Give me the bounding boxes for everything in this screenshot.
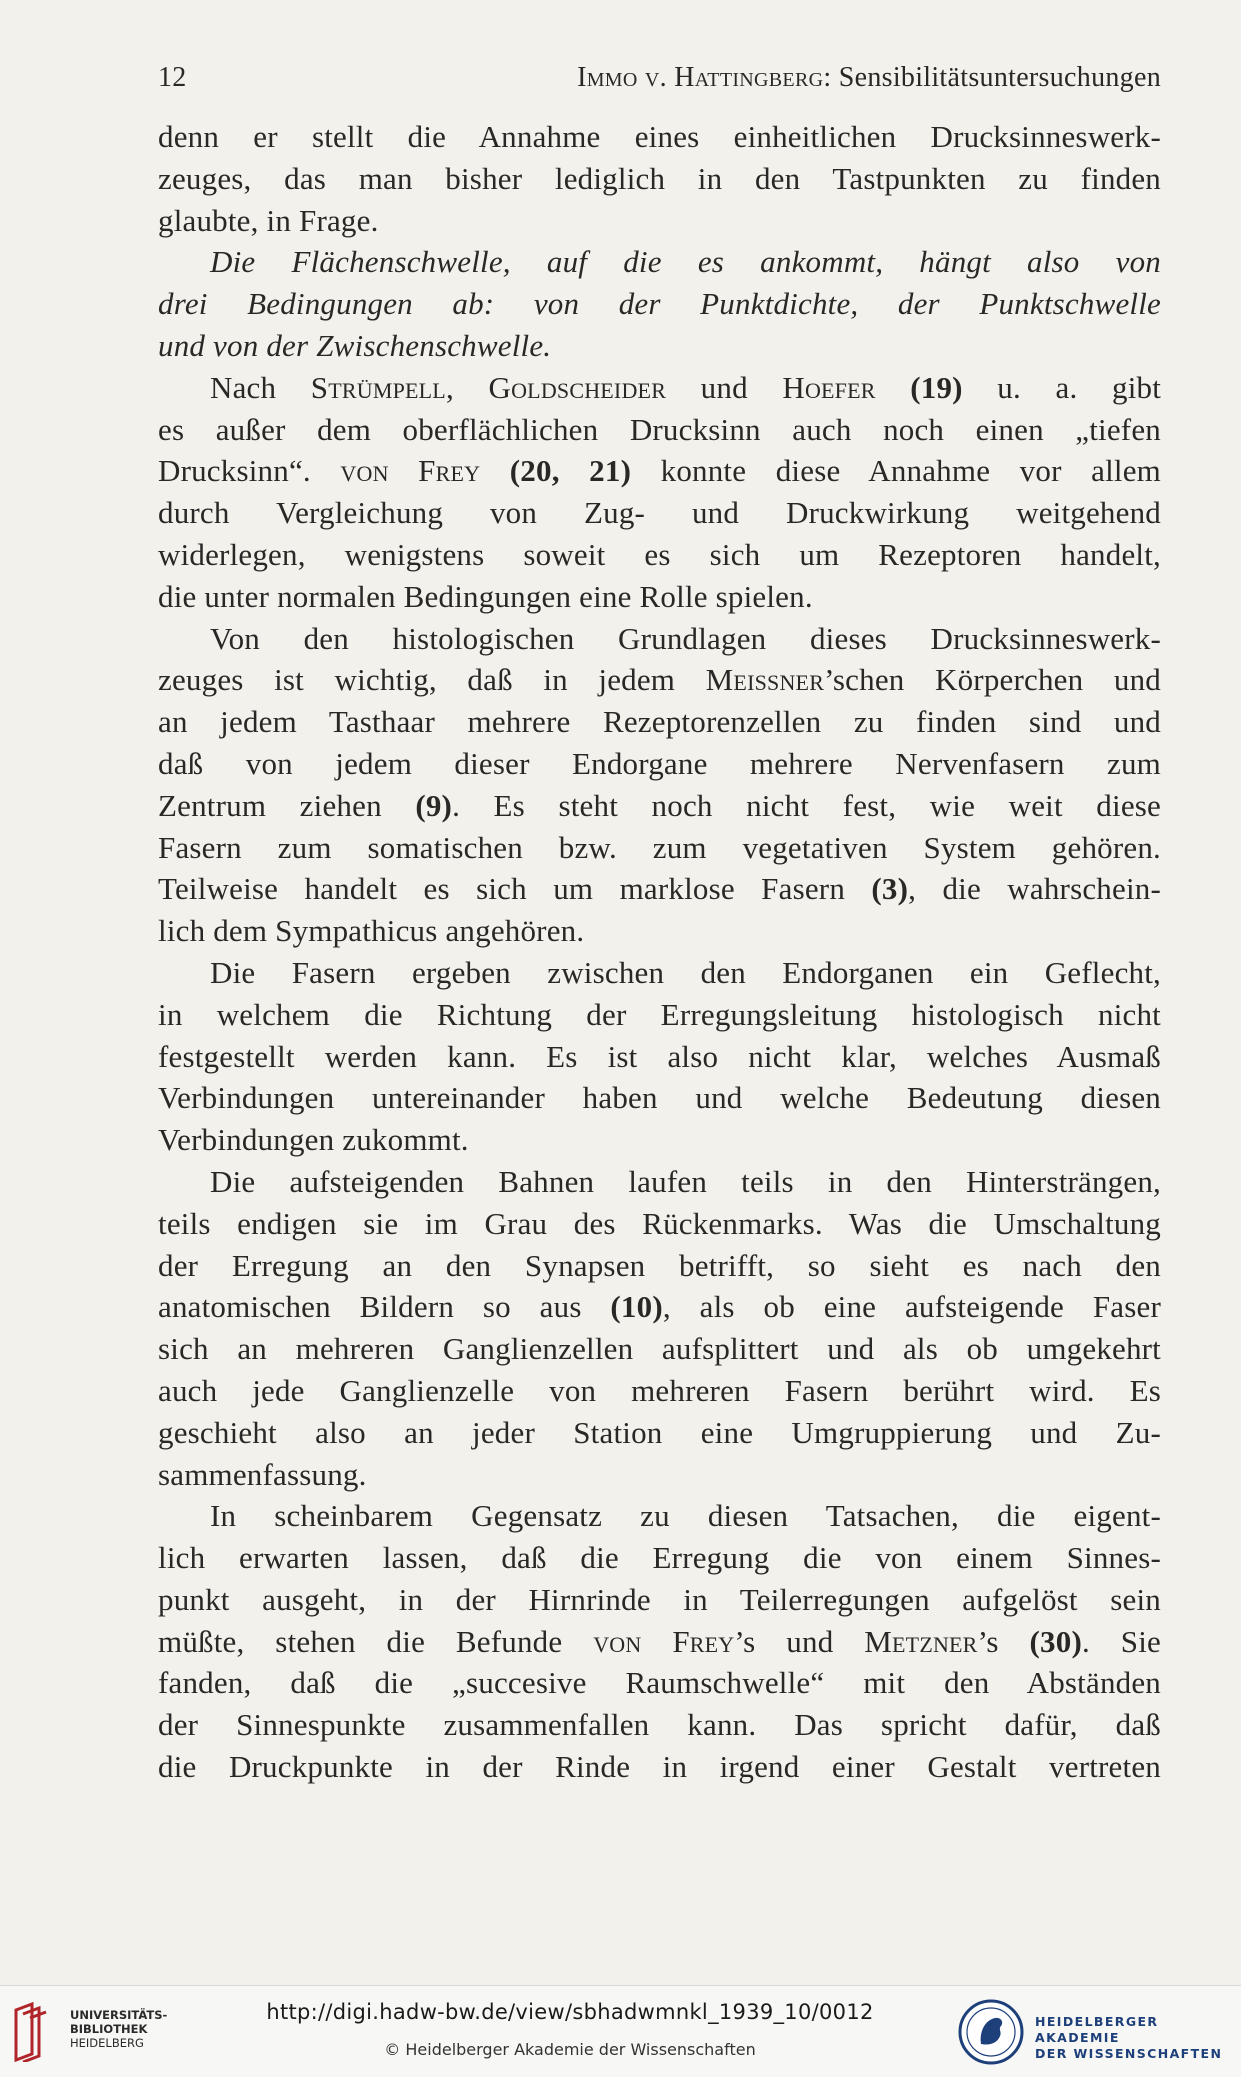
reference-number: (19): [910, 369, 963, 405]
academy-logo-text: HEIDELBERGER AKADEMIE DER WISSENSCHAFTEN: [1035, 2014, 1223, 2061]
reference-number: (30): [1029, 1623, 1082, 1659]
running-title: [577, 62, 1161, 94]
text-line: geschieht also an jeder Station eine Umgruppierung und Zu-: [158, 1414, 1161, 1450]
text-line: widerlegen, wenigstens soweit es sich um Rezeptoren handelt,: [158, 536, 1161, 572]
text-line: glaubte, in Frage.: [158, 202, 379, 238]
cited-author: Goldscheider: [488, 369, 667, 405]
paragraph: [158, 116, 1161, 241]
text-line: auch jede Ganglienzelle von mehreren Fasern berührt wird. Es: [158, 1372, 1161, 1408]
cited-author: Metzner: [864, 1623, 978, 1659]
copyright-notice: © Heidelberger Akademie der Wissenschaften: [384, 2040, 756, 2059]
text-line: punkt ausgeht, in der Hirnrinde in Teilerregungen aufgelöst sein: [158, 1581, 1161, 1617]
academy-logo[interactable]: [955, 1994, 1235, 2070]
text-line: Verbindungen untereinander haben und welche Bedeutung diesen: [158, 1080, 1161, 1116]
reference-number: (3): [871, 871, 909, 907]
text-line: Die Flächenschwelle, auf die es ankommt, hängt also von: [210, 244, 1161, 280]
text-line: lich erwarten lassen, daß die Erregung die von einem Sinnes-: [158, 1540, 1161, 1576]
academy-seal-icon: [957, 1998, 1025, 2066]
paragraph: [158, 367, 1161, 618]
text-line: drei Bedingungen ab: von der Punktdichte, der Punktschwelle: [158, 286, 1161, 322]
text-line: zeuges ist wichtig, daß in jedem Meissner’schen Körperchen und: [158, 662, 1161, 698]
paragraph: [158, 618, 1161, 952]
page-number: 12: [158, 62, 187, 93]
cited-author: Meissner: [705, 662, 825, 698]
header-separator: :: [823, 62, 839, 93]
text-line: in welchem die Richtung der Erregungsleitung histologisch nicht: [158, 996, 1161, 1032]
cited-author: Strümpell: [310, 369, 446, 405]
reference-number: (20, 21): [509, 453, 632, 489]
text-line: die Druckpunkte in der Rinde in irgend einer Gestalt vertreten: [158, 1749, 1161, 1785]
reference-number: (9): [415, 787, 453, 823]
text-line: Die aufsteigenden Bahnen laufen teils in den Hintersträngen,: [210, 1163, 1161, 1199]
text-line: die unter normalen Bedingungen eine Rolle spielen.: [158, 578, 813, 614]
header-title: Sensibilitätsuntersuchungen: [838, 62, 1161, 93]
text-line: sich an mehreren Ganglienzellen aufsplittert und als ob umgekehrt: [158, 1331, 1161, 1367]
cited-author: von Frey: [593, 1623, 735, 1659]
text-line: Von den histologischen Grundlagen dieses Drucksinneswerk-: [210, 620, 1161, 656]
text-line: anatomischen Bildern so aus (10), als ob eine aufsteigende Faser: [158, 1289, 1161, 1325]
text-line: der Erregung an den Synapsen betrifft, so sieht es nach den: [158, 1247, 1161, 1283]
text-line: Zentrum ziehen (9). Es steht noch nicht fest, wie weit diese: [158, 787, 1162, 823]
running-header: [158, 62, 1161, 102]
text-line: an jedem Tasthaar mehrere Rezeptorenzellen zu finden sind und: [158, 704, 1161, 740]
text-line: teils endigen sie im Grau des Rückenmarks. Was die Umschaltung: [158, 1205, 1161, 1241]
text-line: Teilweise handelt es sich um marklose Fasern (3), die wahrschein-: [158, 871, 1161, 907]
cited-author: Hoefer: [782, 369, 876, 405]
text-line: müßte, stehen die Befunde von Frey’s und Metzner’s (30). Sie: [158, 1623, 1161, 1659]
cited-author: von Frey: [340, 453, 481, 489]
text-line: Drucksinn“. von Frey (20, 21) konnte diese Annahme vor allem: [158, 453, 1161, 489]
text-line: daß von jedem dieser Endorgane mehrere Nervenfasern zum: [158, 745, 1161, 781]
university-library-logo[interactable]: [12, 1998, 168, 2066]
text-line: lich dem Sympathicus angehören.: [158, 913, 585, 949]
library-logo-icon: [12, 2002, 52, 2062]
italic-paragraph: [158, 241, 1161, 366]
permalink-url[interactable]: http://digi.hadw-bw.de/view/sbhadwmnkl_1939_10/0012: [266, 2000, 874, 2024]
text-line: der Sinnespunkte zusammenfallen kann. Das spricht dafür, daß: [158, 1707, 1161, 1743]
library-logo-text: UNIVERSITÄTS- BIBLIOTHEK HEIDELBERG: [70, 2008, 168, 2050]
text-line: und von der Zwischenschwelle.: [158, 327, 552, 363]
text-line: denn er stellt die Annahme eines einheitlichen Drucksinneswerk-: [158, 119, 1161, 154]
text-line: Nach Strümpell, Goldscheider und Hoefer (19) u. a. gibt: [210, 369, 1162, 405]
text-line: sammenfassung.: [158, 1456, 367, 1492]
text-line: zeuges, das man bisher lediglich in den Tastpunkten zu finden: [158, 160, 1161, 196]
paragraph: [158, 1161, 1161, 1495]
text-line: durch Vergleichung von Zug- und Druckwirkung weitgehend: [158, 495, 1161, 531]
reference-number: (10): [610, 1289, 663, 1325]
text-line: fanden, daß die „succesive Raumschwelle“ mit den Abständen: [158, 1665, 1161, 1701]
text-line: festgestellt werden kann. Es ist also nicht klar, welches Ausmaß: [158, 1038, 1161, 1074]
digitization-footer: [0, 1985, 1241, 2077]
text-line: Verbindungen zukommt.: [158, 1122, 469, 1158]
paragraph: [158, 952, 1161, 1161]
body-text: [158, 116, 1161, 1788]
text-line: Die Fasern ergeben zwischen den Endorganen ein Geflecht,: [210, 954, 1161, 990]
text-line: Fasern zum somatischen bzw. zum vegetativen System gehören.: [158, 829, 1161, 865]
text-line: es außer dem oberflächlichen Drucksinn auch noch einen „tiefen: [158, 411, 1161, 447]
paragraph: [158, 1495, 1161, 1788]
text-line: In scheinbarem Gegensatz zu diesen Tatsachen, die eigent-: [210, 1498, 1161, 1534]
header-author: Immo v. Hattingberg: [577, 62, 824, 93]
